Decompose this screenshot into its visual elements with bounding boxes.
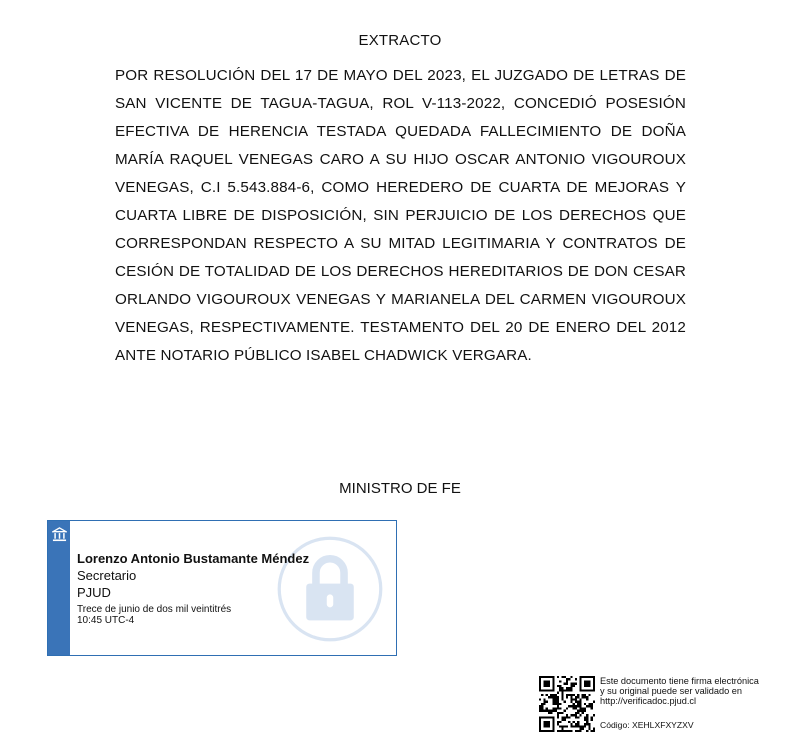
signer-role: Secretario [77, 568, 137, 583]
verification-notice [600, 676, 786, 706]
verification-code: Código: XEHLXFXYZXV [600, 720, 694, 730]
qr-code-icon [539, 676, 595, 732]
extract-body [115, 62, 686, 370]
ministro-de-fe-label: MINISTRO DE FE [339, 480, 461, 497]
courthouse-icon [52, 527, 67, 542]
body-line: HEREDERO DE CUARTA DE MEJORAS Y CUARTA LIBRE DE [115, 179, 686, 224]
body-line: DE CESIÓN DE TOTALIDAD DE LOS DERECHOS HEREDITARIOS DE DON [115, 235, 686, 280]
body-line: OSCAR ANTONIO VIGOUROUX VENEGAS, C.I 5.543.884-6, COMO [115, 151, 686, 196]
body-line: ENERO DEL 2012 ANTE NOTARIO PÚBLICO ISABEL CHADWICK [115, 319, 686, 364]
body-line: POSESIÓN EFECTIVA DE HERENCIA TESTADA QUEDADA [115, 95, 686, 140]
body-line: DISPOSICIÓN, SIN PERJUICIO DE LOS DERECHOS QUE [261, 207, 686, 224]
body-line: CORRESPONDAN RESPECTO A SU MITAD LEGITIMARIA Y CONTRATOS [115, 235, 658, 252]
body-line: DE SAN VICENTE DE TAGUA-TAGUA, ROL V-113-2022, CONCEDIÓ [115, 67, 687, 112]
body-line: VERGARA. [452, 347, 532, 364]
verification-line: Este documento tiene firma electrónica [600, 676, 759, 686]
document-title: EXTRACTO [358, 32, 442, 49]
signature-details [77, 550, 387, 626]
verification-url[interactable]: http://verificadoc.pjud.cl [600, 696, 697, 706]
signer-institution: PJUD [77, 585, 111, 600]
signature-time: 10:45 UTC-4 [77, 615, 135, 626]
verification-line: y su original puede ser validado en [600, 686, 742, 696]
body-line: VIGOUROUX VENEGAS, RESPECTIVAMENTE. TESTAMENTO DEL 20 DE [115, 291, 686, 336]
signer-name: Lorenzo Antonio Bustamante Méndez [77, 551, 310, 566]
body-line: POR RESOLUCIÓN DEL 17 DE MAYO DEL 2023, EL JUZGADO DE LETRAS [115, 67, 660, 84]
electronic-signature-box [47, 520, 397, 656]
body-line: CESAR ORLANDO VIGOUROUX VENEGAS Y MARIANELA DEL CARMEN [115, 263, 687, 308]
body-line: FALLECIMIENTO DE DOÑA MARÍA RAQUEL VENEGAS CARO A SU HIJO [115, 123, 686, 168]
signature-date: Trece de junio de dos mil veintitrés [77, 604, 232, 615]
signature-accent-band [48, 521, 70, 655]
